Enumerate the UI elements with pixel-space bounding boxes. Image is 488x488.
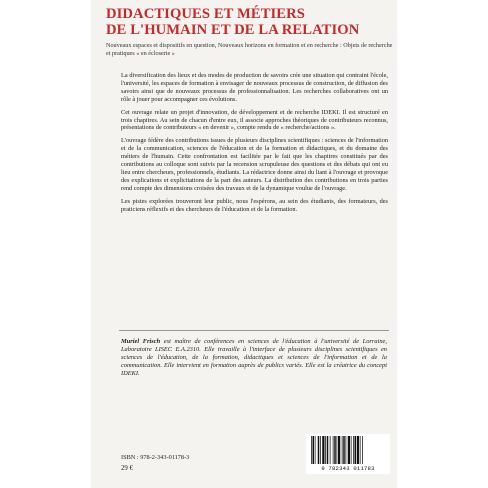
- section-divider: [119, 330, 389, 331]
- author-bio: [121, 338, 387, 378]
- blurb-paragraph: Les pistes explorées trouveront leur public, nous l'espérons, au sein des étudiants, des formateurs, des praticiens réflexifs et des chercheurs de l'éducation et de la formation.: [121, 197, 388, 213]
- book-title: [106, 6, 386, 38]
- barcode-icon: [310, 436, 386, 466]
- barcode-bar: [362, 436, 363, 464]
- title-line-2: DE L'HUMAIN ET DE LA RELATION: [106, 22, 360, 38]
- barcode-bar: [315, 436, 316, 464]
- barcode-bar: [320, 436, 321, 464]
- book-subtitle: Nouveaux espaces et dispositifs en question, Nouveaux horizons en formation et en recherche : Objets de recherche et pratiques « en écloserie »: [106, 42, 393, 57]
- back-cover: [92, 0, 396, 488]
- barcode-bar: [338, 436, 340, 464]
- barcode-bar: [342, 436, 343, 464]
- author-bio-text: est maître de conférences en sciences de l'éducation à l'université de Lorraine, Laboratoire LISEC E.A.2310. Elle travaille à l'interface de plusieurs disciplines scientifiques en sciences de l'éducation, de la formation, didactiques et sciences de l'information et de la communication. Elle intervient en formation auprès de publics variés. Elle est la créatrice du concept IDEKI.: [121, 338, 387, 378]
- isbn: ISBN : 978-2-343-01178-3: [121, 454, 190, 461]
- blurb-paragraph: L'ouvrage fédère des contributions issues de plusieurs disciplines scientifiques : sciences de l'information et de la communication, sciences de l'éducation et de la formation et didactiques, et du domaine des métiers de l'humain. Cette confrontation est facilitée par le fait que les chapitres constitués par des contributions au colloque sont suivis par la recension scrupuleuse des questions et des débats qui ont eu lieu entre chercheurs, professionnels, étudiants. La rédactrice donne ainsi du liant à l'ouvrage et provoque des explications et explicitations de la part des auteurs. La distribution des contributions en trois parties rend compte des dimensions croisées des travaux et de la dynamique voulue de l'ouvrage.: [121, 137, 388, 192]
- barcode-bar: [343, 436, 345, 464]
- barcode-bar: [333, 436, 334, 464]
- barcode-digits: 9 782343 011783: [321, 465, 375, 472]
- price: 29 €: [121, 465, 133, 472]
- barcode-bar: [327, 436, 329, 464]
- blurb-paragraph: Cet ouvrage relate un projet d'innovation, de développement et de recherche IDEKI. Il est structuré en trois chapitres. Au sein de chacun d'entre eux, il associe approches théoriques de contributeurs reconnus, présentations de contributeurs « en devenir », compte rendu de « recherche/actions ».: [121, 108, 388, 132]
- barcode-bar: [353, 436, 354, 464]
- barcode-bar: [334, 436, 336, 464]
- barcode-bar: [346, 436, 347, 464]
- barcode-bar: [330, 436, 331, 464]
- barcode-bar: [357, 436, 359, 464]
- barcode-bar: [337, 436, 338, 464]
- barcode-bar: [348, 436, 350, 464]
- barcode-bar: [318, 436, 320, 464]
- barcode-bar: [311, 436, 312, 464]
- barcode-bar: [360, 436, 361, 464]
- barcode-bar: [325, 436, 326, 464]
- barcode-bar: [351, 436, 352, 464]
- barcode-bar: [355, 436, 357, 464]
- barcode-bar: [313, 436, 315, 464]
- blurb: [121, 72, 388, 219]
- barcode: [306, 434, 390, 474]
- title-line-1: DIDACTIQUES ET MÉTIERS: [106, 6, 306, 22]
- barcode-bar: [322, 436, 324, 464]
- author-name: Muriel Frisch: [121, 338, 161, 345]
- blurb-paragraph: La diversification des lieux et des modes de production de savoirs crée une situation qui contraint l'école, l'université, les espaces de formation à envisager de nouveaux processus de construction, de diffusion des savoirs ainsi que de nouveaux processus de professionnalisation. Les recherches collaboratives ont un rôle à jouer pour accompagner ces évolutions.: [121, 72, 388, 103]
